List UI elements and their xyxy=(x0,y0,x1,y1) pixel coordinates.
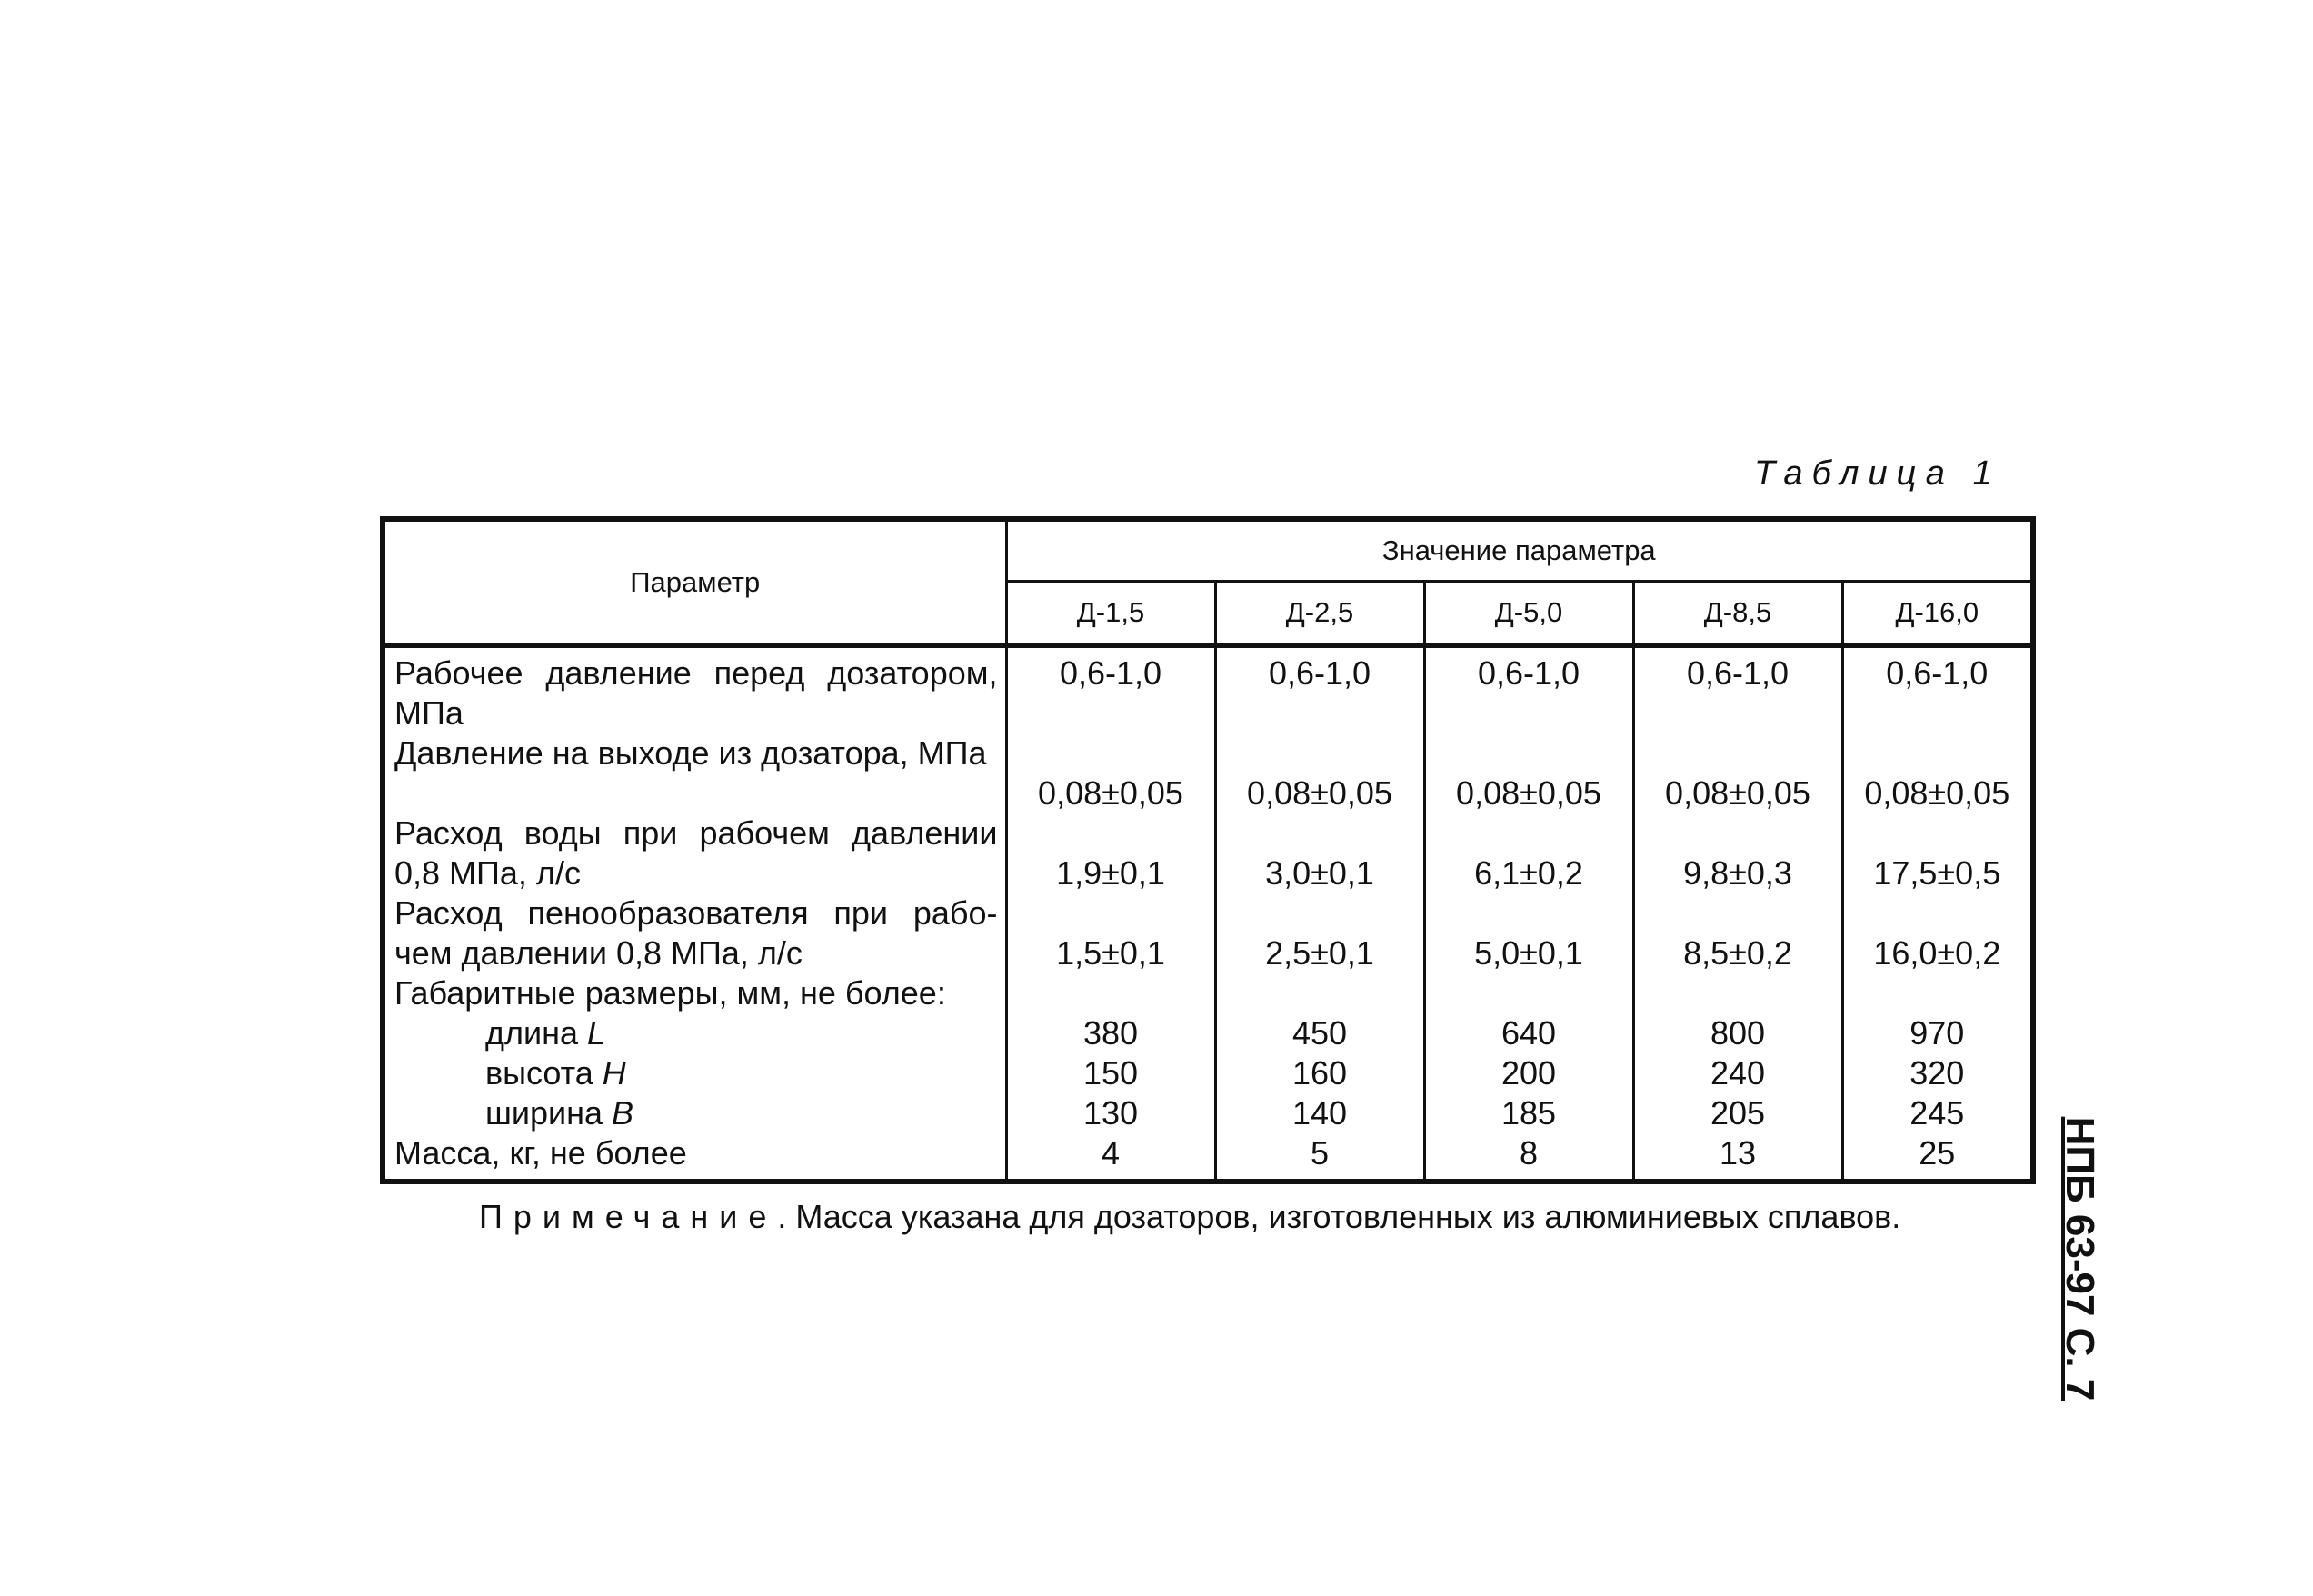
parameter-label: Расход воды при рабочем давлении 0,8 МПа, л/с xyxy=(394,814,998,892)
value-cell: 150 xyxy=(1082,1054,1139,1092)
dimension-symbol: L xyxy=(587,1014,606,1052)
dimension-name: высота xyxy=(485,1054,593,1092)
value-cell: 240 xyxy=(1710,1054,1766,1092)
parameter-label xyxy=(394,1053,998,1093)
parameters-table xyxy=(380,516,2036,1184)
value-cell: 2,5±0,1 xyxy=(1265,934,1374,972)
value-cell: 6,1±0,2 xyxy=(1474,854,1583,892)
note-text: . Масса указана для дозаторов, изготовленных из алюминиевых сплавов. xyxy=(777,1198,1901,1235)
value-cell: 205 xyxy=(1710,1094,1766,1132)
value-cell: 0,08±0,05 xyxy=(1864,774,2010,812)
value-cell: 16,0±0,2 xyxy=(1873,934,2001,972)
parameter-label: Давление на выходе из дозатора, МПа xyxy=(394,734,987,772)
value-cell: 185 xyxy=(1500,1094,1557,1132)
value-cell: 800 xyxy=(1710,1014,1766,1052)
table-caption: Таблица 1 xyxy=(1754,454,2001,493)
model-header: Д-16,0 xyxy=(1842,582,2033,646)
values-column-d16-0 xyxy=(1842,645,2033,1182)
value-cell: 3,0±0,1 xyxy=(1265,854,1374,892)
parameter-label xyxy=(394,1093,998,1133)
value-cell: 4 xyxy=(1101,1134,1121,1172)
parameter-label: Рабочее давление перед дозатором, МПа xyxy=(394,654,998,732)
value-cell: 0,6-1,0 xyxy=(1886,654,1989,692)
model-header: Д-2,5 xyxy=(1215,582,1424,646)
parameter-label: Масса, кг, не более xyxy=(394,1134,687,1172)
document-code xyxy=(2052,1109,2107,1409)
parameter-labels-cell xyxy=(383,645,1006,1182)
value-cell: 160 xyxy=(1291,1054,1348,1092)
value-cell: 8 xyxy=(1519,1134,1539,1172)
value-cell: 0,6-1,0 xyxy=(1268,654,1371,692)
document-code-text: НПБ 63-97 С. 7 xyxy=(2058,1116,2102,1401)
note-label: Примечание xyxy=(479,1198,778,1235)
table-note xyxy=(479,1198,1900,1236)
value-cell: 13 xyxy=(1719,1134,1757,1172)
parameter-label xyxy=(394,1013,998,1053)
value-cell: 9,8±0,3 xyxy=(1683,854,1792,892)
value-cell: 0,08±0,05 xyxy=(1247,774,1392,812)
values-column-d2-5 xyxy=(1215,645,1424,1182)
value-cell: 25 xyxy=(1919,1134,1956,1172)
value-cell: 130 xyxy=(1082,1094,1139,1132)
dimension-name: ширина xyxy=(485,1094,603,1132)
value-cell: 8,5±0,2 xyxy=(1683,934,1792,972)
value-cell: 140 xyxy=(1291,1094,1348,1132)
value-cell: 0,6-1,0 xyxy=(1686,654,1790,692)
value-cell: 5 xyxy=(1310,1134,1330,1172)
dimension-symbol: B xyxy=(612,1094,634,1132)
parameter-label: Расход пенообразователя при рабо-чем давлении 0,8 МПа, л/с xyxy=(394,894,998,972)
value-cell: 320 xyxy=(1909,1054,1965,1092)
value-cell: 5,0±0,1 xyxy=(1474,934,1583,972)
value-cell: 0,6-1,0 xyxy=(1059,654,1162,692)
value-cell: 0,08±0,05 xyxy=(1038,774,1183,812)
value-cell: 1,9±0,1 xyxy=(1056,854,1165,892)
value-cell: 245 xyxy=(1909,1094,1965,1132)
value-column-header: Значение параметра xyxy=(1006,519,2033,582)
value-cell: 380 xyxy=(1082,1014,1139,1052)
value-cell: 1,5±0,1 xyxy=(1056,934,1165,972)
value-cell: 17,5±0,5 xyxy=(1873,854,2001,892)
value-cell: 200 xyxy=(1500,1054,1557,1092)
model-header: Д-5,0 xyxy=(1424,582,1633,646)
dimension-name: длина xyxy=(485,1014,579,1052)
value-cell: 640 xyxy=(1500,1014,1557,1052)
parameter-label: Габаритные размеры, мм, не более: xyxy=(394,974,946,1012)
table-body-row xyxy=(383,645,2033,1182)
dimension-symbol: H xyxy=(602,1054,626,1092)
value-cell: 450 xyxy=(1291,1014,1348,1052)
value-cell: 0,08±0,05 xyxy=(1456,774,1601,812)
value-cell: 0,08±0,05 xyxy=(1665,774,1810,812)
parameter-column-header: Параметр xyxy=(383,519,1006,645)
model-header: Д-1,5 xyxy=(1006,582,1215,646)
value-cell: 970 xyxy=(1909,1014,1965,1052)
values-column-d5-0 xyxy=(1424,645,1633,1182)
value-cell: 0,6-1,0 xyxy=(1477,654,1580,692)
model-header: Д-8,5 xyxy=(1633,582,1842,646)
values-column-d1-5 xyxy=(1006,645,1215,1182)
values-column-d8-5 xyxy=(1633,645,1842,1182)
